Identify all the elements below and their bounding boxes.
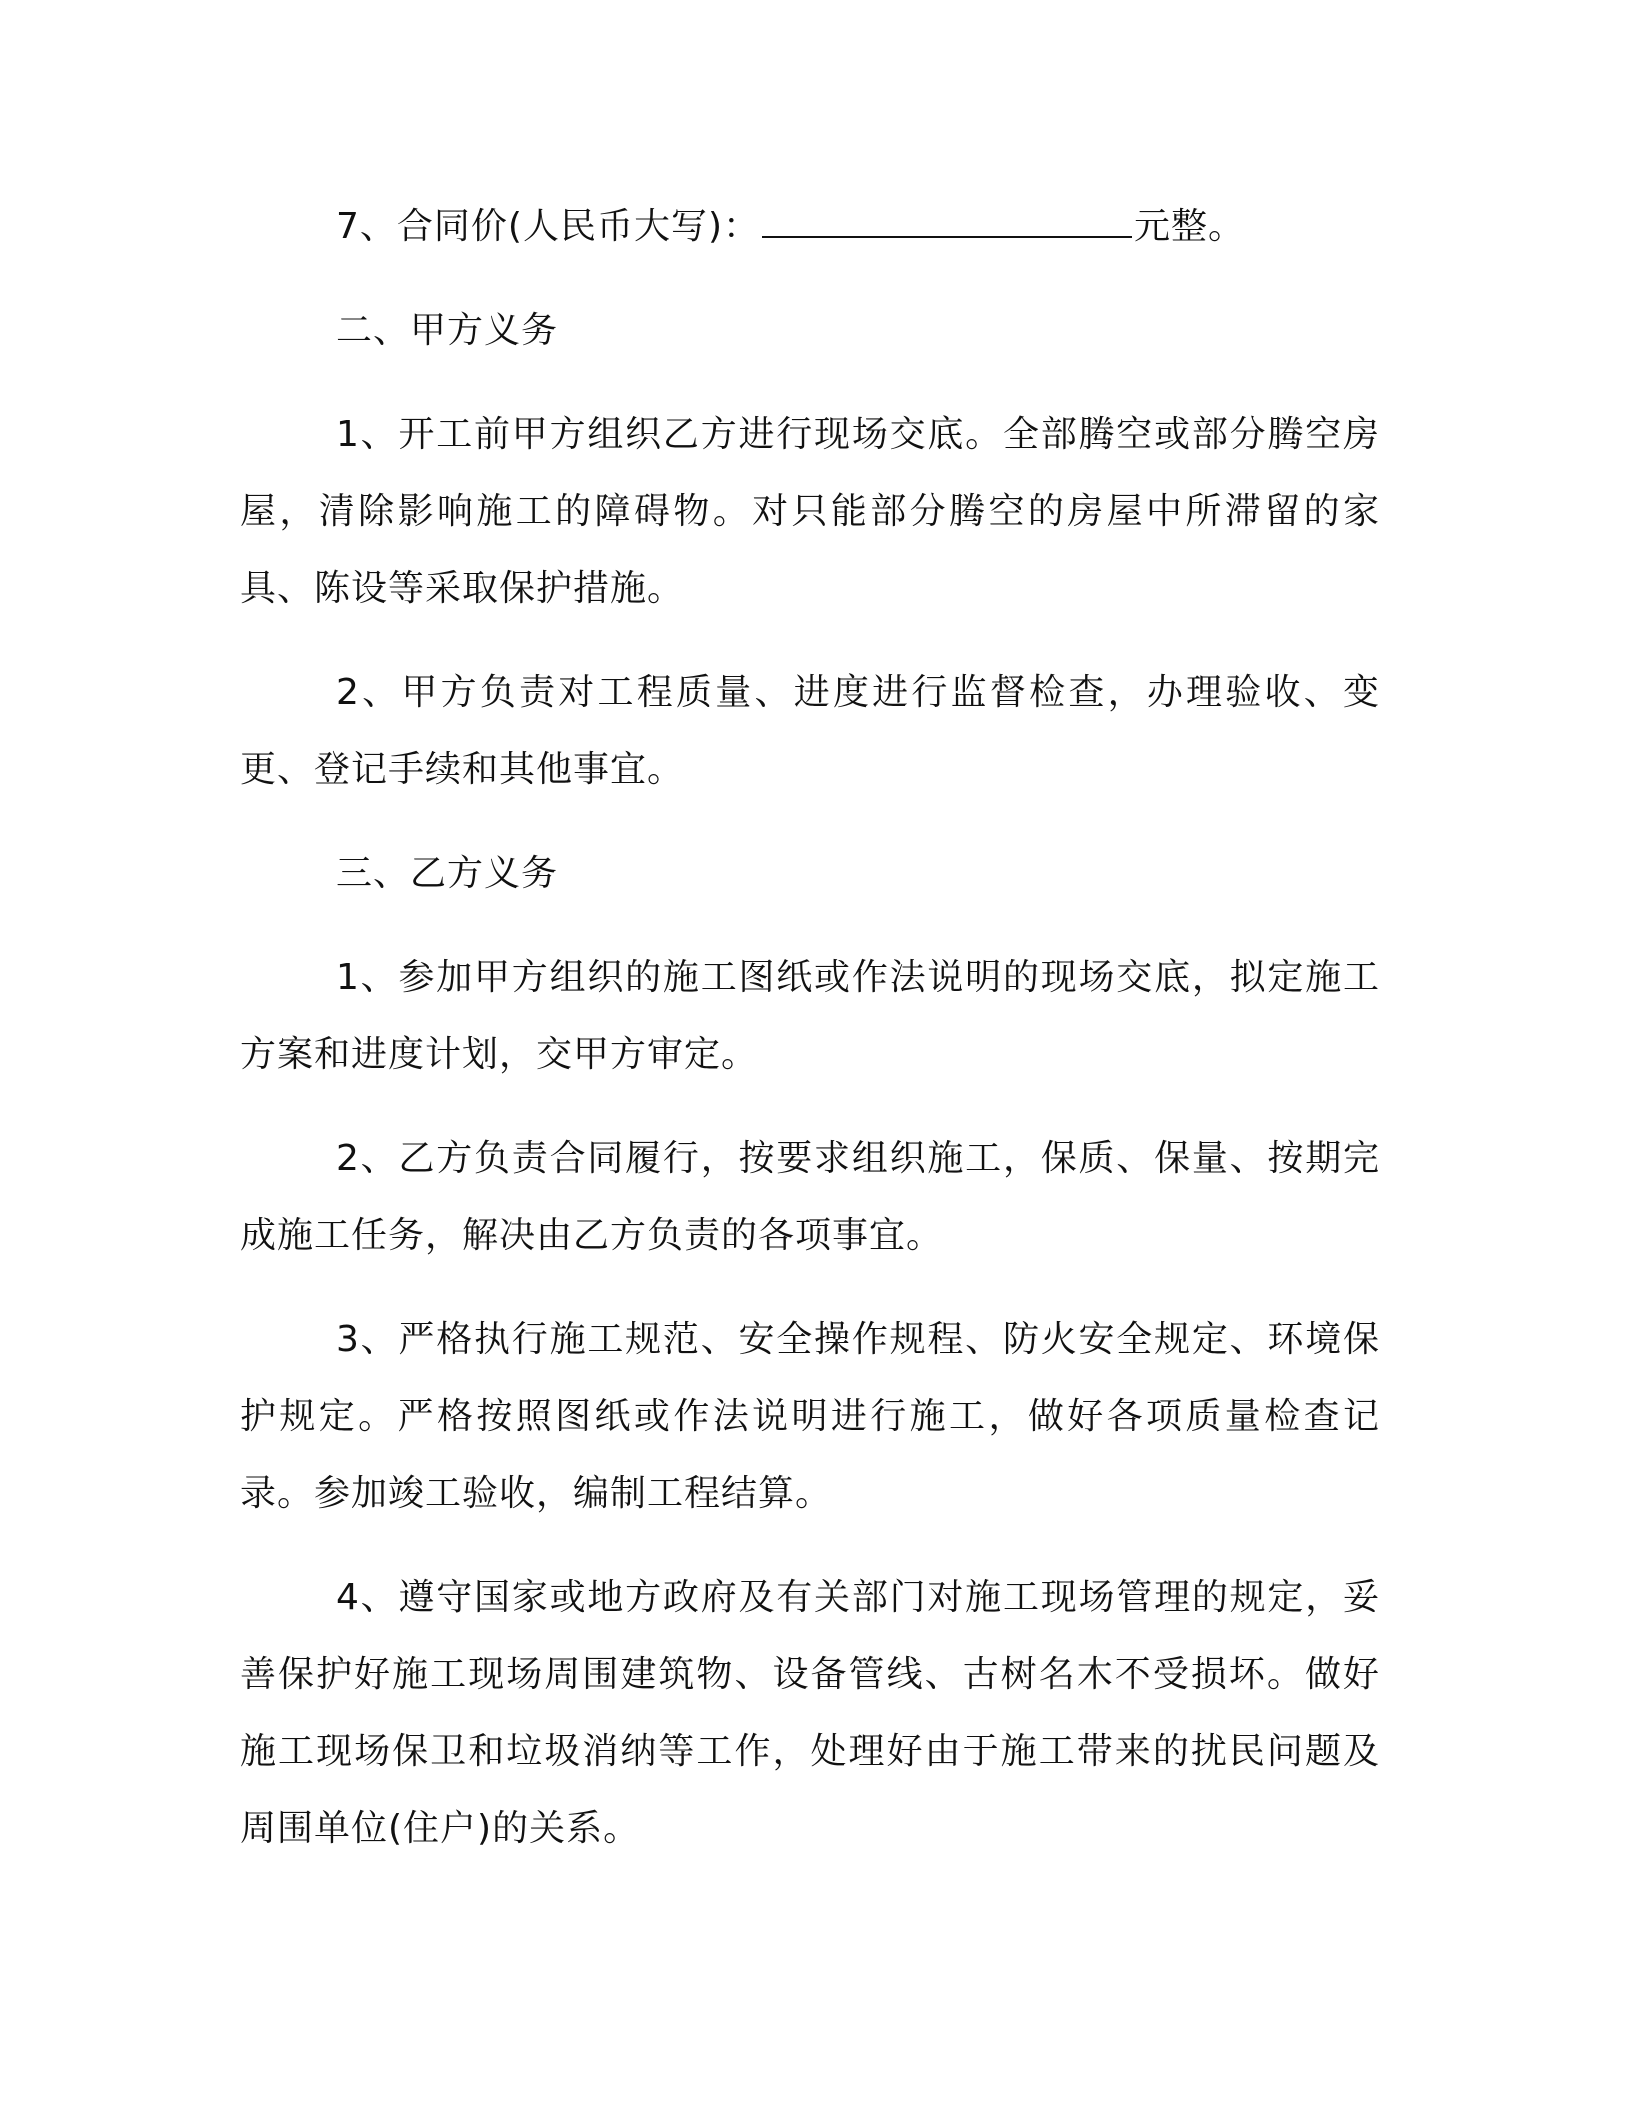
- section-2-item-1: 1、开工前甲方组织乙方进行现场交底。全部腾空或部分腾空房屋，清除影响施工的障碍物。对只能部分腾空的房屋中所滞留的家具、陈设等采取保护措施。: [240, 414, 1380, 609]
- contract-price-suffix: 元整。: [1134, 206, 1246, 247]
- section-3-item-1: 1、参加甲方组织的施工图纸或作法说明的现场交底，拟定施工方案和进度计划，交甲方审定。: [240, 957, 1380, 1075]
- section-2-item-2: 2、甲方负责对工程质量、进度进行监督检查，办理验收、变更、登记手续和其他事宜。: [240, 672, 1380, 790]
- section-2-heading: 二、甲方义务: [336, 310, 559, 351]
- section-3-item-3: 3、严格执行施工规范、安全操作规程、防火安全规定、环境保护规定。严格按照图纸或作法说明进行施工，做好各项质量检查记录。参加竣工验收，编制工程结算。: [240, 1319, 1380, 1514]
- section-3-heading: 三、乙方义务: [336, 853, 559, 894]
- section-3-item-2: 2、乙方负责合同履行，按要求组织施工，保质、保量、按期完成施工任务，解决由乙方负责的各项事宜。: [240, 1138, 1380, 1256]
- contract-price-label: 7、合同价(人民币大写)：: [336, 206, 760, 247]
- section-3-item-4: 4、遵守国家或地方政府及有关部门对施工现场管理的规定，妥善保护好施工现场周围建筑物、设备管线、古树名木不受损坏。做好施工现场保卫和垃圾消纳等工作，处理好由于施工带来的扰民问题及周围单位(住户)的关系。: [240, 1577, 1380, 1849]
- document-page: [240, 188, 1380, 1894]
- contract-price-blank: [762, 206, 1132, 238]
- contract-price-line: [240, 188, 1380, 265]
